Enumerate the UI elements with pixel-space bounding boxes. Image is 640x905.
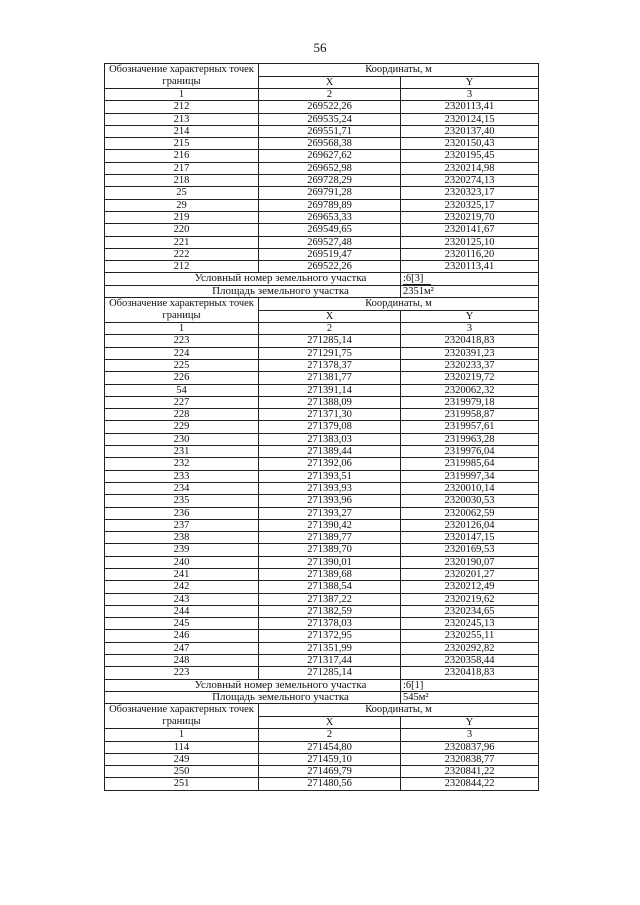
column-number-row [105, 729, 539, 741]
parcel-area-value: 2351м² [403, 286, 442, 298]
coordinate-y: 2319997,34 [401, 470, 539, 482]
parcel-number-row [105, 273, 539, 285]
point-id: 234 [105, 482, 259, 494]
table-row [105, 101, 539, 113]
point-id: 236 [105, 507, 259, 519]
coordinate-y: 2320141,67 [401, 224, 539, 236]
coordinate-x: 271378,37 [259, 359, 401, 371]
point-id: 243 [105, 593, 259, 605]
point-id: 241 [105, 568, 259, 580]
coordinate-y: 2320838,77 [401, 753, 539, 765]
point-id: 223 [105, 667, 259, 679]
point-id: 233 [105, 470, 259, 482]
table-row [105, 199, 539, 211]
coordinate-y: 2320219,62 [401, 593, 539, 605]
coordinate-y: 2320214,98 [401, 162, 539, 174]
coordinate-y: 2320245,13 [401, 618, 539, 630]
column-number-row [105, 89, 539, 101]
parcel-number-label: Условный номер земельного участка [105, 273, 401, 285]
point-id: 114 [105, 741, 259, 753]
coordinate-x: 269551,71 [259, 125, 401, 137]
coordinate-x: 269653,33 [259, 211, 401, 223]
coordinate-y: 2319985,64 [401, 458, 539, 470]
coordinate-x: 271381,77 [259, 372, 401, 384]
point-id: 250 [105, 766, 259, 778]
point-id: 239 [105, 544, 259, 556]
coordinate-x: 271291,75 [259, 347, 401, 359]
coordinate-y: 2320116,20 [401, 248, 539, 260]
table-row [105, 261, 539, 273]
coordinate-x: 271454,80 [259, 741, 401, 753]
coordinate-x: 271389,44 [259, 446, 401, 458]
table-row [105, 162, 539, 174]
column-number: 3 [401, 729, 539, 741]
coordinate-y: 2320255,11 [401, 630, 539, 642]
coordinate-x: 271393,96 [259, 495, 401, 507]
parcel-number-row [105, 679, 539, 691]
table-row [105, 433, 539, 445]
coordinate-x: 271390,01 [259, 556, 401, 568]
table-row [105, 482, 539, 494]
coordinate-x: 269549,65 [259, 224, 401, 236]
coordinate-x: 269522,26 [259, 261, 401, 273]
coordinate-y: 2320030,53 [401, 495, 539, 507]
table-row [105, 544, 539, 556]
point-id: 231 [105, 446, 259, 458]
header-coordinates: Координаты, м [259, 704, 539, 717]
point-id: 228 [105, 409, 259, 421]
column-number: 1 [105, 729, 259, 741]
table-header-row [105, 704, 539, 717]
point-id: 218 [105, 175, 259, 187]
coordinate-y: 2320219,70 [401, 211, 539, 223]
table-row [105, 335, 539, 347]
coordinates-document [104, 63, 538, 791]
point-id: 212 [105, 261, 259, 273]
coordinate-y: 2319957,61 [401, 421, 539, 433]
point-id: 220 [105, 224, 259, 236]
coordinate-x: 271459,10 [259, 753, 401, 765]
coordinate-x: 269791,28 [259, 187, 401, 199]
table-row [105, 372, 539, 384]
point-id: 54 [105, 384, 259, 396]
table-row [105, 113, 539, 125]
column-number: 3 [401, 323, 539, 335]
coordinate-y: 2320219,72 [401, 372, 539, 384]
coordinate-x: 271393,93 [259, 482, 401, 494]
coordinate-y: 2320274,13 [401, 175, 539, 187]
coordinate-x: 271379,08 [259, 421, 401, 433]
point-id: 226 [105, 372, 259, 384]
point-id: 216 [105, 150, 259, 162]
parcel-number-label: Условный номер земельного участка [105, 679, 401, 691]
table-row [105, 495, 539, 507]
coordinates-table [104, 63, 539, 791]
table-row [105, 618, 539, 630]
table-row [105, 766, 539, 778]
point-id: 245 [105, 618, 259, 630]
point-id: 227 [105, 396, 259, 408]
coordinate-y: 2320137,40 [401, 125, 539, 137]
table-row [105, 655, 539, 667]
coordinate-x: 271382,59 [259, 605, 401, 617]
table-row [105, 642, 539, 654]
coordinate-x: 271393,27 [259, 507, 401, 519]
coordinate-y: 2320124,15 [401, 113, 539, 125]
point-id: 223 [105, 335, 259, 347]
table-row [105, 532, 539, 544]
column-number: 3 [401, 89, 539, 101]
coordinate-x: 271480,56 [259, 778, 401, 790]
point-id: 235 [105, 495, 259, 507]
table-header-row [105, 298, 539, 311]
point-id: 213 [105, 113, 259, 125]
table-header-row [105, 64, 539, 77]
point-id: 244 [105, 605, 259, 617]
coordinate-x: 271371,30 [259, 409, 401, 421]
coordinate-y: 2320837,96 [401, 741, 539, 753]
coordinate-y: 2320195,45 [401, 150, 539, 162]
coordinate-x: 269535,24 [259, 113, 401, 125]
page-number: 56 [313, 40, 327, 55]
coordinate-y: 2320150,43 [401, 138, 539, 150]
coordinate-y: 2320125,10 [401, 236, 539, 248]
header-y: Y [401, 716, 539, 729]
table-row [105, 568, 539, 580]
coordinate-y: 2320062,59 [401, 507, 539, 519]
coordinate-y: 2320169,53 [401, 544, 539, 556]
table-row [105, 187, 539, 199]
coordinate-y: 2320323,17 [401, 187, 539, 199]
coordinate-x: 271393,51 [259, 470, 401, 482]
parcel-area-label: Площадь земельного участка [105, 691, 401, 703]
table-row [105, 667, 539, 679]
coordinate-x: 269728,29 [259, 175, 401, 187]
point-id: 230 [105, 433, 259, 445]
parcel-number-cell [401, 679, 539, 691]
coordinate-x: 271389,70 [259, 544, 401, 556]
point-id: 222 [105, 248, 259, 260]
table-row [105, 150, 539, 162]
table-row [105, 396, 539, 408]
table-row [105, 211, 539, 223]
coordinate-y: 2320358,44 [401, 655, 539, 667]
point-id: 248 [105, 655, 259, 667]
column-number: 1 [105, 323, 259, 335]
parcel-area-row [105, 691, 539, 703]
coordinate-y: 2319958,87 [401, 409, 539, 421]
table-row [105, 507, 539, 519]
header-point-designation: Обозначение характерных точек границы [105, 298, 259, 323]
coordinate-y: 2320147,15 [401, 532, 539, 544]
table-row [105, 421, 539, 433]
column-number: 2 [259, 729, 401, 741]
coordinate-y: 2320201,27 [401, 568, 539, 580]
coordinate-y: 2320113,41 [401, 101, 539, 113]
coordinate-y: 2320391,23 [401, 347, 539, 359]
point-id: 217 [105, 162, 259, 174]
table-row [105, 384, 539, 396]
table-row [105, 236, 539, 248]
point-id: 214 [105, 125, 259, 137]
column-number-row [105, 323, 539, 335]
table-row [105, 778, 539, 790]
coordinates-table-body [105, 64, 539, 791]
coordinate-x: 271390,42 [259, 519, 401, 531]
table-row [105, 593, 539, 605]
coordinate-x: 271389,77 [259, 532, 401, 544]
parcel-number-value: :6[1] [403, 680, 431, 692]
coordinate-x: 269627,62 [259, 150, 401, 162]
header-x: X [259, 76, 401, 89]
coordinate-x: 271389,68 [259, 568, 401, 580]
point-id: 29 [105, 199, 259, 211]
header-x: X [259, 310, 401, 323]
parcel-area-label: Площадь земельного участка [105, 285, 401, 297]
coordinate-y: 2320841,22 [401, 766, 539, 778]
point-id: 240 [105, 556, 259, 568]
coordinate-y: 2320212,49 [401, 581, 539, 593]
coordinate-x: 269527,48 [259, 236, 401, 248]
table-row [105, 605, 539, 617]
coordinate-x: 271388,09 [259, 396, 401, 408]
coordinate-y: 2320233,37 [401, 359, 539, 371]
coordinate-x: 271387,22 [259, 593, 401, 605]
coordinate-x: 269789,89 [259, 199, 401, 211]
point-id: 249 [105, 753, 259, 765]
parcel-area-cell [401, 285, 539, 297]
column-number: 2 [259, 323, 401, 335]
table-row [105, 175, 539, 187]
coordinate-x: 269568,38 [259, 138, 401, 150]
coordinate-y: 2320418,83 [401, 667, 539, 679]
parcel-area-cell [401, 691, 539, 703]
coordinate-y: 2319979,18 [401, 396, 539, 408]
header-point-designation: Обозначение характерных точек границы [105, 64, 259, 89]
coordinate-y: 2320325,17 [401, 199, 539, 211]
point-id: 237 [105, 519, 259, 531]
point-id: 246 [105, 630, 259, 642]
coordinate-x: 271317,44 [259, 655, 401, 667]
point-id: 242 [105, 581, 259, 593]
header-coordinates: Координаты, м [259, 298, 539, 311]
coordinate-y: 2320113,41 [401, 261, 539, 273]
coordinate-x: 269652,98 [259, 162, 401, 174]
table-row [105, 248, 539, 260]
coordinate-y: 2319976,04 [401, 446, 539, 458]
table-row [105, 125, 539, 137]
point-id: 219 [105, 211, 259, 223]
coordinate-y: 2320190,07 [401, 556, 539, 568]
coordinate-x: 271383,03 [259, 433, 401, 445]
table-row [105, 409, 539, 421]
coordinate-x: 271285,14 [259, 335, 401, 347]
coordinate-x: 271351,99 [259, 642, 401, 654]
table-row [105, 359, 539, 371]
parcel-area-row [105, 285, 539, 297]
coordinate-y: 2320062,32 [401, 384, 539, 396]
header-y: Y [401, 76, 539, 89]
point-id: 215 [105, 138, 259, 150]
coordinate-y: 2320418,83 [401, 335, 539, 347]
parcel-number-cell [401, 273, 539, 285]
coordinate-x: 271285,14 [259, 667, 401, 679]
coordinate-x: 271391,14 [259, 384, 401, 396]
parcel-area-value: 545м² [403, 692, 437, 704]
header-coordinates: Координаты, м [259, 64, 539, 77]
point-id: 212 [105, 101, 259, 113]
coordinate-x: 271469,79 [259, 766, 401, 778]
coordinate-y: 2319963,28 [401, 433, 539, 445]
point-id: 25 [105, 187, 259, 199]
coordinate-x: 271392,06 [259, 458, 401, 470]
coordinate-x: 269519,47 [259, 248, 401, 260]
table-row [105, 581, 539, 593]
point-id: 225 [105, 359, 259, 371]
header-x: X [259, 716, 401, 729]
table-row [105, 741, 539, 753]
point-id: 221 [105, 236, 259, 248]
header-y: Y [401, 310, 539, 323]
coordinate-x: 269522,26 [259, 101, 401, 113]
table-row [105, 458, 539, 470]
column-number: 2 [259, 89, 401, 101]
table-row [105, 224, 539, 236]
coordinate-x: 271388,54 [259, 581, 401, 593]
header-point-designation: Обозначение характерных точек границы [105, 704, 259, 729]
coordinate-y: 2320844,22 [401, 778, 539, 790]
coordinate-y: 2320292,82 [401, 642, 539, 654]
column-number: 1 [105, 89, 259, 101]
table-row [105, 446, 539, 458]
table-row [105, 519, 539, 531]
coordinate-x: 271378,03 [259, 618, 401, 630]
parcel-number-value: :6[3] [403, 273, 431, 285]
point-id: 247 [105, 642, 259, 654]
table-row [105, 470, 539, 482]
table-row [105, 556, 539, 568]
point-id: 238 [105, 532, 259, 544]
point-id: 232 [105, 458, 259, 470]
table-row [105, 138, 539, 150]
coordinate-x: 271372,95 [259, 630, 401, 642]
table-row [105, 753, 539, 765]
table-row [105, 630, 539, 642]
table-row [105, 347, 539, 359]
point-id: 224 [105, 347, 259, 359]
coordinate-y: 2320010,14 [401, 482, 539, 494]
coordinate-y: 2320126,04 [401, 519, 539, 531]
point-id: 229 [105, 421, 259, 433]
coordinate-y: 2320234,65 [401, 605, 539, 617]
point-id: 251 [105, 778, 259, 790]
